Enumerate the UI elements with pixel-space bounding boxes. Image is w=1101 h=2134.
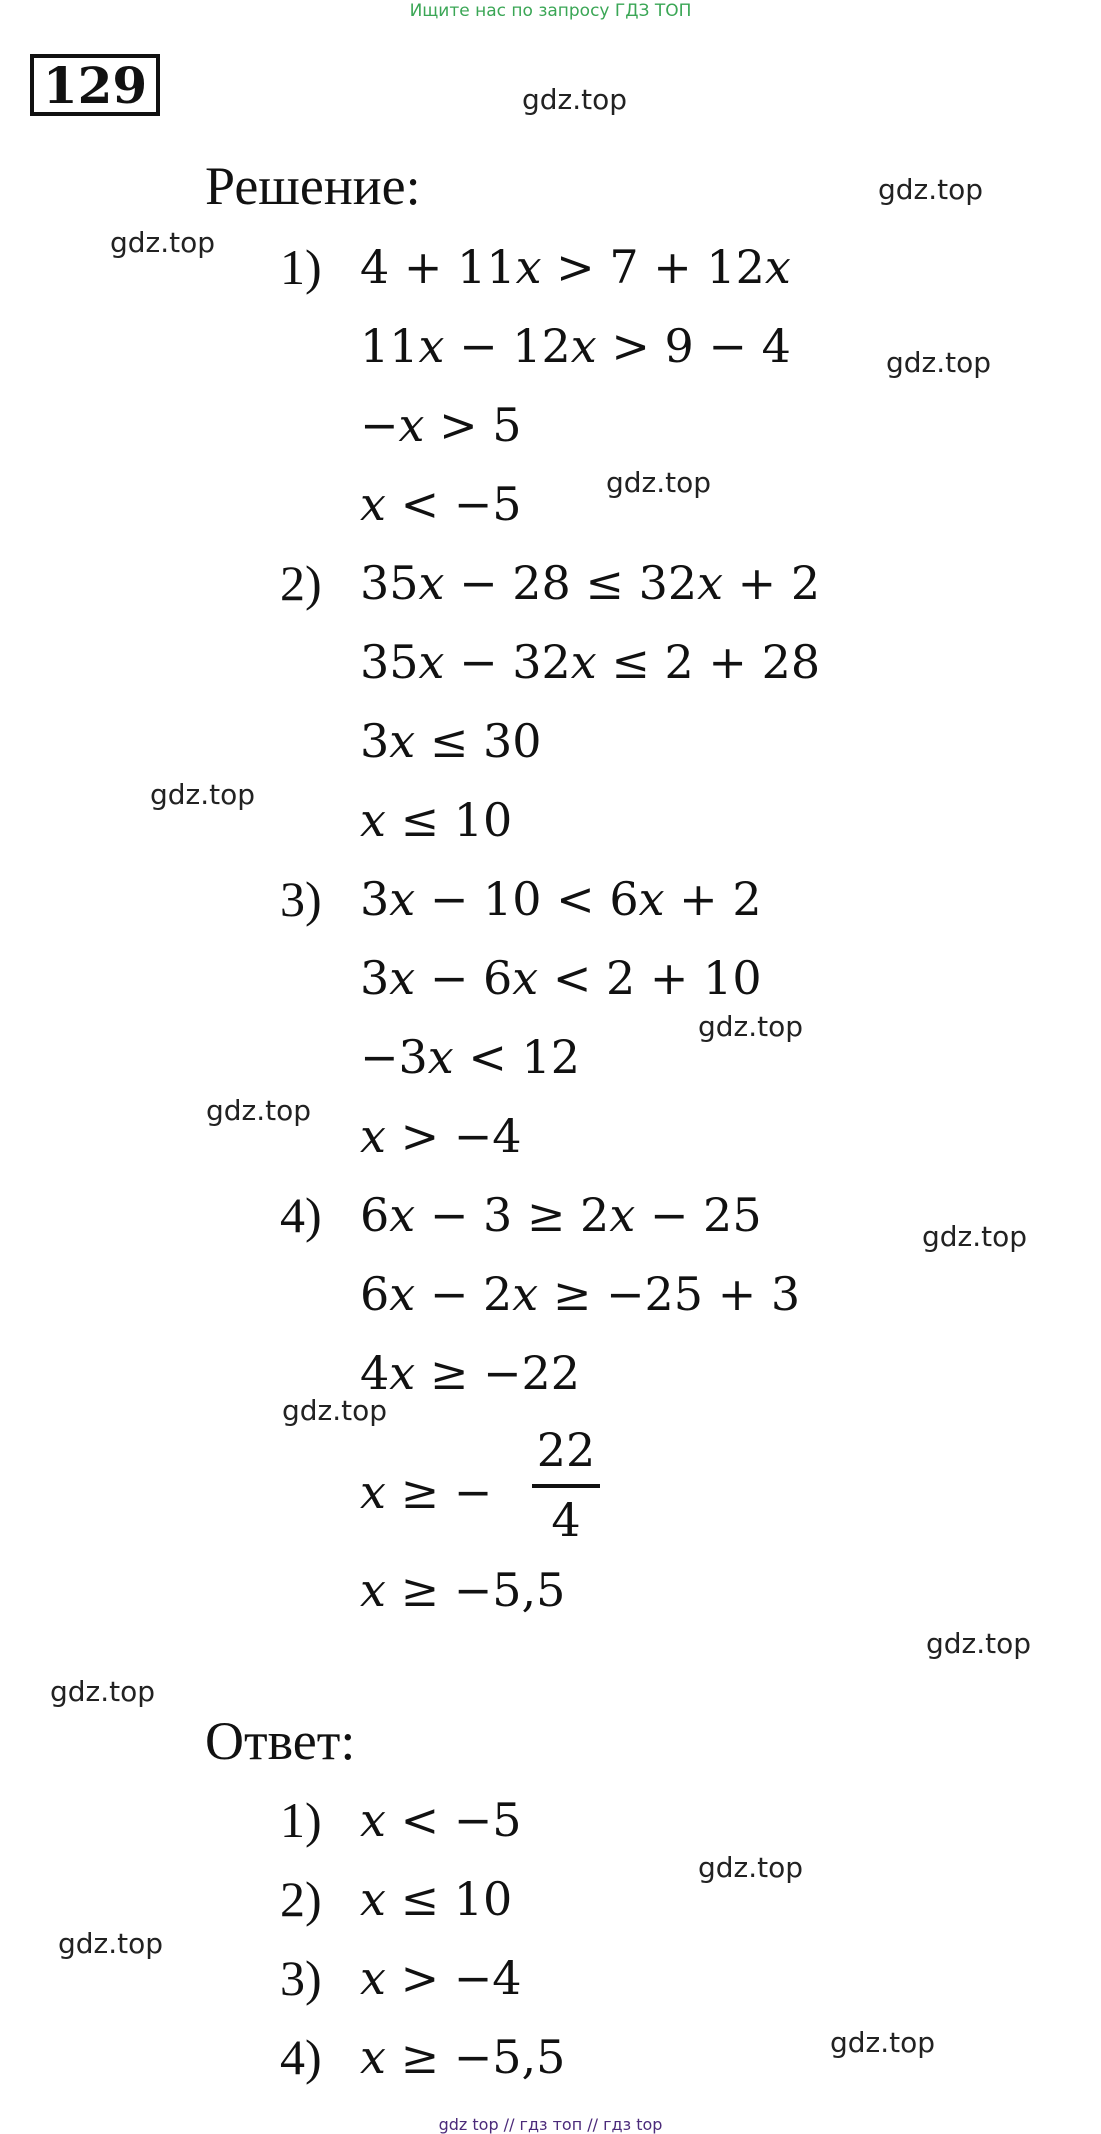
item-4-line-2: 6𝑥 − 2𝑥 ≥ −25 + 3 <box>360 1267 801 1321</box>
watermark: gdz.top <box>830 2026 936 2059</box>
watermark: gdz.top <box>878 173 984 206</box>
item-3-line-3: −3𝑥 < 12 <box>360 1030 581 1084</box>
item-2-line-4: 𝑥 ≤ 10 <box>360 793 513 847</box>
item-1-number: 1) <box>280 239 322 295</box>
item-1-line-4: 𝑥 < −5 <box>360 477 522 531</box>
answer-1-number: 1) <box>280 1792 322 1848</box>
answer-2-number: 2) <box>280 1871 322 1927</box>
fraction-numerator: 22 <box>536 1423 596 1477</box>
footer-links: gdz top // гдз топ // гдз top <box>438 2115 663 2134</box>
item-2-line-1: 35𝑥 − 28 ≤ 32𝑥 + 2 <box>360 556 821 610</box>
item-4-line-1: 6𝑥 − 3 ≥ 2𝑥 − 25 <box>360 1188 762 1242</box>
watermark: gdz.top <box>50 1675 156 1708</box>
answer-3-number: 3) <box>280 1950 322 2006</box>
item-3-line-4: 𝑥 > −4 <box>360 1109 522 1163</box>
answer-3: 𝑥 > −4 <box>360 1951 522 2005</box>
answer-2: 𝑥 ≤ 10 <box>360 1872 513 1926</box>
item-4-final: 𝑥 ≥ −5,5 <box>360 1563 566 1617</box>
watermark: gdz.top <box>206 1094 312 1127</box>
item-3-line-2: 3𝑥 − 6𝑥 < 2 + 10 <box>360 951 762 1005</box>
item-2-number: 2) <box>280 555 322 611</box>
watermark: gdz.top <box>606 466 712 499</box>
item-1-line-1: 4 + 11𝑥 > 7 + 12𝑥 <box>360 240 791 294</box>
watermark: gdz.top <box>886 346 992 379</box>
watermark: gdz.top <box>150 778 256 811</box>
item-1-line-3: −𝑥 > 5 <box>360 398 522 452</box>
item-2-line-2: 35𝑥 − 32𝑥 ≤ 2 + 28 <box>360 635 821 689</box>
watermark: gdz.top <box>926 1627 1032 1660</box>
watermark: gdz.top <box>698 1010 804 1043</box>
answer-4: 𝑥 ≥ −5,5 <box>360 2030 566 2084</box>
watermark: gdz.top <box>282 1394 388 1427</box>
top-banner: Ищите нас по запросу ГДЗ ТОП <box>409 1 692 21</box>
item-4-line-3: 4𝑥 ≥ −22 <box>360 1346 581 1400</box>
fraction-denominator: 4 <box>551 1493 581 1547</box>
answer-1: 𝑥 < −5 <box>360 1793 522 1847</box>
answer-heading: Ответ: <box>205 1711 356 1771</box>
fraction-lhs: 𝑥 ≥ − <box>360 1465 493 1519</box>
watermark: gdz.top <box>522 83 628 116</box>
watermark: gdz.top <box>110 226 216 259</box>
item-3-number: 3) <box>280 871 322 927</box>
solution-heading: Решение: <box>205 156 421 216</box>
watermark: gdz.top <box>698 1851 804 1884</box>
item-3-line-1: 3𝑥 − 10 < 6𝑥 + 2 <box>360 872 762 926</box>
item-2-line-3: 3𝑥 ≤ 30 <box>360 714 542 768</box>
fraction-bar <box>532 1484 600 1488</box>
item-4-number: 4) <box>280 1187 322 1243</box>
item-1-line-2: 11𝑥 − 12𝑥 > 9 − 4 <box>360 319 791 373</box>
answer-4-number: 4) <box>280 2029 322 2085</box>
watermark: gdz.top <box>58 1927 164 1960</box>
problem-number-box: 129 <box>30 54 160 116</box>
watermark: gdz.top <box>922 1220 1028 1253</box>
